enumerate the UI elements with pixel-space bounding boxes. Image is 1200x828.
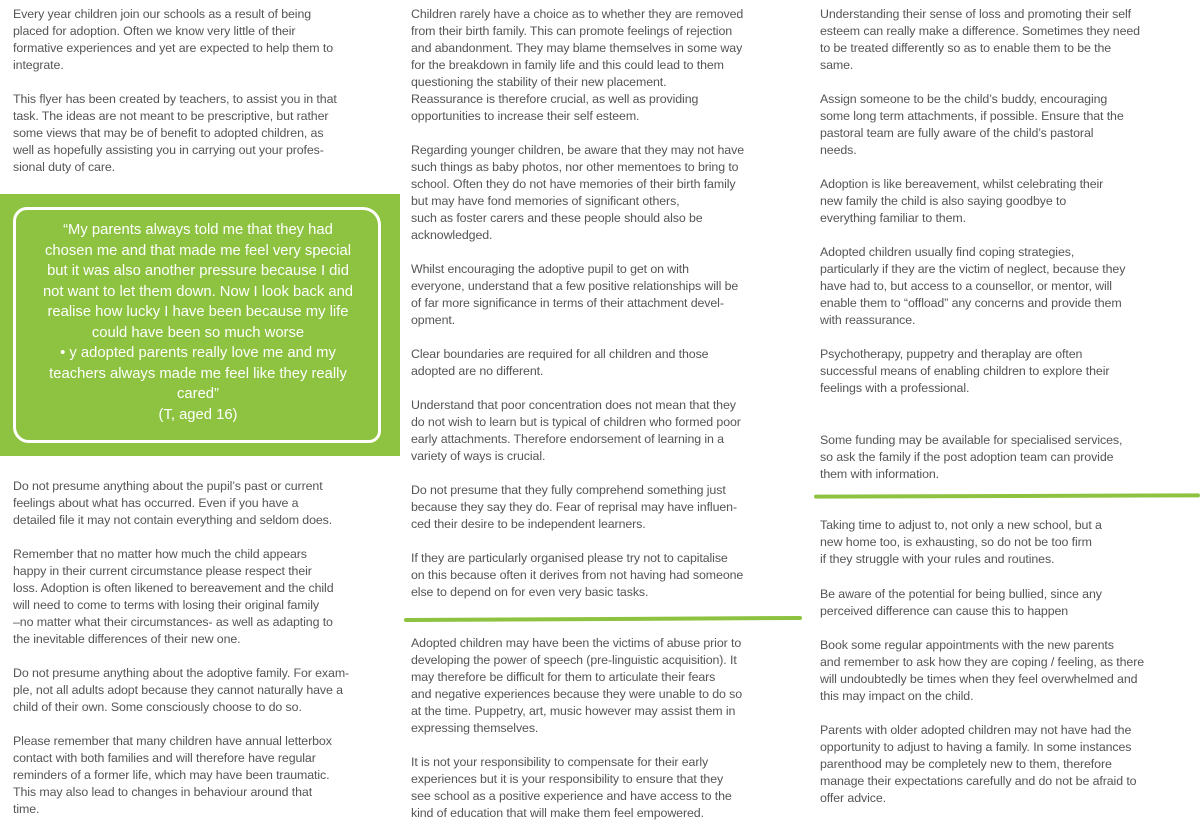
paragraph-boundaries: Clear boundaries are required for all children and those adopted are no different. (411, 347, 709, 378)
paragraph-responsibility: It is not your responsibility to compensate for their early experiences but it is your responsibility to ensure that they see school as a positive experience and have access to the kind of education that will make them feel empowered. (411, 755, 732, 820)
divider-middle (404, 616, 802, 622)
paragraph-concentration: Understand that poor concentration does not mean that they do not wish to learn but is typical of children who formed poor early attachments. Therefore endorsement of learning in a variety of ways is crucial. (411, 398, 741, 463)
paragraph-abuse: Adopted children may have been the victims of abuse prior to developing the power of speech (pre-linguistic acquisition). It may therefore be difficult for them to articulate their fears and negative experiences because they were unable to do so at the time. Puppetry, art, music however may assist them in expressing themselves. (411, 636, 743, 735)
paragraph-adjust-time: Taking time to adjust to, not only a new school, but a new home too, is exhausting, so do not be too firm if they struggle with your rules and routines. (820, 518, 1102, 566)
paragraph-older-children: Parents with older adopted children may not have had the opportunity to adjust to having a family. In some instances parenthood may be completely new to them, therefore manage their expectations carefully and do not be afraid to offer advice. (820, 723, 1137, 805)
paragraph-funding: Some funding may be available for specialised services, so ask the family if the post adoption team can provide them with information. (820, 433, 1123, 481)
paragraph-past-feelings: Do not presume anything about the pupil’s past or current feelings about what has occurred. Even if you have a detailed file it may not contain everything and seldom does. (13, 479, 333, 527)
paragraph-psychotherapy: Psychotherapy, puppetry and theraplay are often successful means of enabling children to explore their feelings with a professional. (820, 347, 1110, 395)
paragraph-relationships: Whilst encouraging the adoptive pupil to get on with everyone, understand that a few positive relationships will be of far more significance in terms of their attachment devel- opment. (411, 262, 739, 327)
purpose-paragraph: This flyer has been created by teachers, to assist you in that task. The ideas are not meant to be prescriptive, but rather some views that may be of benefit to adopted children, as well as hopefully assisting you in carrying out your profes- sional duty of care. (13, 92, 337, 174)
paragraph-bereavement: Adoption is like bereavement, whilst celebrating their new family the child is also saying goodbye to everything familiar to them. (820, 177, 1104, 225)
paragraph-organised: If they are particularly organised please try not to capitalise on this because often it derives from not having had someone else to depend on for even very basic tasks. (411, 551, 744, 599)
paragraph-choice: Children rarely have a choice as to whether they are removed from their birth family. This can promote feelings of rejection and abandonment. They may blame themselves in some way for the breakdown in family life and this could lead to them questioning the stability of their new placement. Reassurance is therefore crucial, as well as providing opportunities to increase their self esteem. (411, 7, 744, 123)
divider-right (814, 493, 1200, 498)
paragraph-sense-of-loss: Understanding their sense of loss and promoting their self esteem can really make a difference. Sometimes they need to be treated differently so as to enable them to be the same. (820, 7, 1140, 72)
intro-paragraph: Every year children join our schools as a result of being placed for adoption. Often we know very little of their formative experiences and yet are expected to help them to integrate. (13, 7, 333, 72)
quote-text: “My parents always told me that they had chosen me and that made me feel very special but it was also another pressure because I did not want to let them down. Now I look back and realise how lucky I have been because my life could have been so much worse • y adopted parents really love me and my teachers always made me feel like they really cared” (T, aged 16) (42, 222, 354, 423)
paragraph-bullied: Be aware of the potential for being bullied, since any perceived difference can cause this to happen (820, 587, 1102, 618)
paragraph-coping: Adopted children usually find coping strategies, particularly if they are the victim of neglect, because they have had to, but access to a counsellor, or mentor, will enable them to “offload” any concerns and provide them with reassurance. (820, 245, 1126, 327)
paragraph-comprehension: Do not presume that they fully comprehend something just because they say they do. Fear of reprisal may have influen- ced their desire to be independent learners. (411, 483, 737, 531)
paragraph-buddy: Assign someone to be the child’s buddy, encouraging some long term attachments, if possible. Ensure that the pastoral team are fully aware of the child’s pastoral needs. (820, 92, 1124, 157)
paragraph-letterbox-contact: Please remember that many children have annual letterbox contact with both families and will therefore have regular reminders of a former life, which may have been traumatic. This may also lead to changes in behaviour around that time. (13, 734, 332, 816)
quote-panel (0, 194, 400, 456)
paragraph-appointments: Book some regular appointments with the new parents and remember to ask how they are coping / feeling, as there will undoubtedly be times when they feel overwhelmed and this may impact on the child. (820, 638, 1145, 703)
paragraph-respect-loss: Remember that no matter how much the child appears happy in their current circumstance please respect their loss. Adoption is often likened to bereavement and the child will need to come to terms with losing their original family –no matter what their circumstances- as well as adapting to the inevitable differences of their new one. (13, 547, 334, 646)
paragraph-younger-children: Regarding younger children, be aware that they may not have such things as baby photos, nor other mementoes to bring to school. Often they do not have memories of their birth family but may have fond memories of significant others, such as foster carers and these people should also be acknowledged. (411, 143, 744, 242)
paragraph-adoptive-family: Do not presume anything about the adoptive family. For exam- ple, not all adults adopt because they cannot naturally have a child of their own. Some consciously choose to do so. (13, 666, 350, 714)
